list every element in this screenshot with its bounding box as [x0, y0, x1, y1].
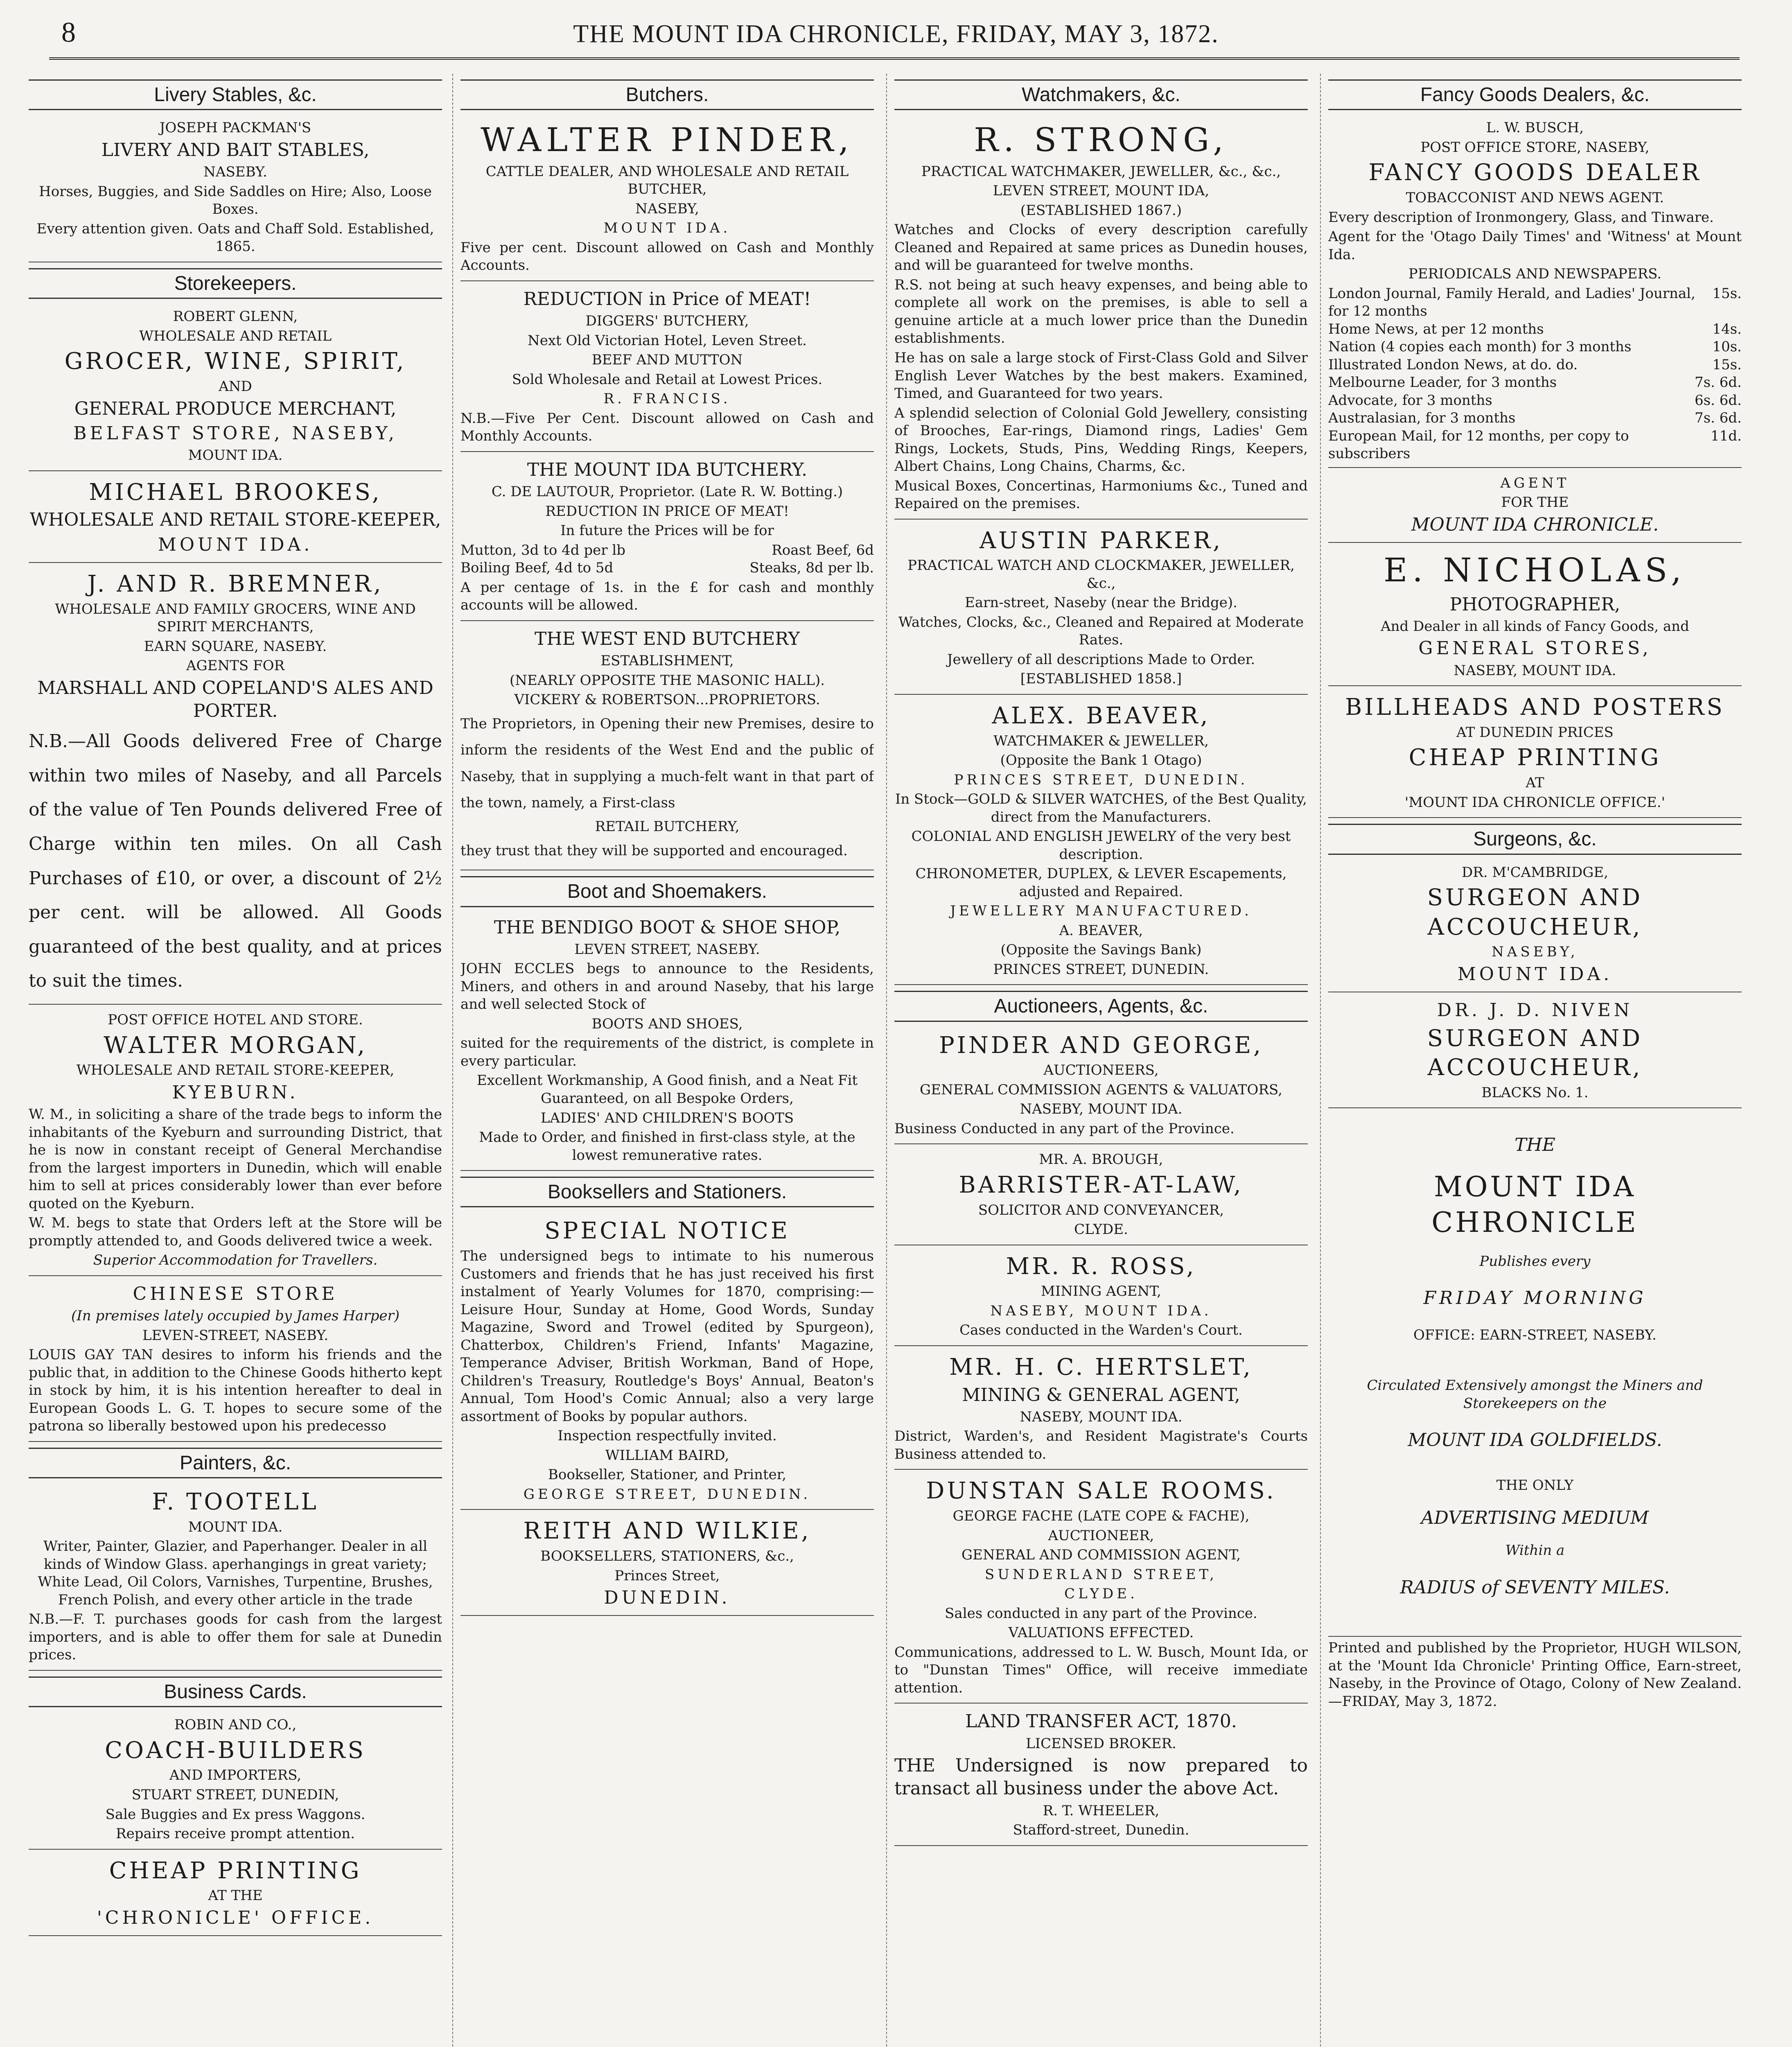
- advert-beaver: [894, 697, 1308, 985]
- advert-body: CHRONOMETER, DUPLEX, & LEVER Escapements, adjusted and Repaired.: [915, 865, 1287, 900]
- advert-line: Next Old Victorian Hotel, Leven Street.: [528, 332, 807, 349]
- advert-signature: R. T. WHEELER,: [1043, 1802, 1160, 1819]
- advert-bendigo: [460, 912, 874, 1171]
- advert-headline: WALTER PINDER,: [481, 121, 854, 159]
- advert-headline: REDUCTION in Price of MEAT!: [523, 288, 811, 310]
- advert-line: PRINCES STREET, DUNEDIN.: [993, 961, 1209, 978]
- advert-line: AND: [219, 378, 252, 395]
- rate-row: [1328, 409, 1742, 427]
- rate-row: [1328, 321, 1742, 339]
- advert-body: COLONIAL AND ENGLISH JEWELRY of the very best description.: [911, 828, 1291, 863]
- advert-line: C. DE LAUTOUR, Proprietor. (Late R. W. Botting.): [491, 484, 843, 500]
- rate-name: European Mail, for 12 months, per copy to subscribers: [1328, 427, 1629, 462]
- advert-line: MOUNT IDA.: [1457, 963, 1613, 985]
- advert-body: Made to Order, and finished in first-class style, at the lowest remunerative rates.: [479, 1129, 855, 1164]
- advert-line: GEORGE STREET, DUNEDIN.: [523, 1486, 811, 1502]
- advert-line: AT: [1526, 775, 1544, 791]
- rate-name: Australasian, for 3 months: [1328, 410, 1516, 427]
- advert-line: PRINCES STREET, DUNEDIN.: [954, 771, 1248, 788]
- advert-headline: REITH AND WILKIE,: [523, 1518, 811, 1545]
- advert-line: GENERAL PRODUCE MERCHANT,: [74, 398, 397, 419]
- rate-row: [1328, 338, 1742, 356]
- advert-body: In Stock—GOLD & SILVER WATCHES, of the Best Quality, direct from the Manufacturers.: [895, 791, 1307, 825]
- advert-body: Circulated Extensively amongst the Miners and Storekeepers on the: [1367, 1377, 1703, 1412]
- advert-headline: MOUNT IDA CHRONICLE: [1431, 1170, 1639, 1239]
- advert-headline: COACH-BUILDERS: [105, 1737, 366, 1764]
- advert-line: KYEBURN.: [172, 1082, 299, 1103]
- advert-line: WHOLESALE AND RETAIL: [139, 328, 332, 344]
- advert-headline: BILLHEADS AND POSTERS: [1345, 694, 1725, 721]
- advert-body: Business Conducted in any part of the Province.: [894, 1120, 1235, 1137]
- rate-price: 15s.: [1712, 285, 1742, 302]
- rate-price: 7s. 6d.: [1695, 374, 1742, 391]
- advert-body: they trust that they will be supported and encouraged.: [460, 842, 848, 859]
- advert-body: N.B.—Five Per Cent. Discount allowed on Cash and Monthly Accounts.: [460, 410, 874, 445]
- advert-line: BOOKSELLERS, STATIONERS, &c.,: [540, 1548, 794, 1565]
- advert-special-notice: [460, 1212, 874, 1510]
- advert-line: MOUNT IDA.: [603, 220, 731, 237]
- rate-row: [1328, 392, 1742, 410]
- advert-line: (Opposite the Bank 1 Otago): [1000, 752, 1202, 769]
- advert-line: CLYDE.: [1064, 1586, 1138, 1602]
- advert-tootell: [29, 1483, 442, 1671]
- advert-line: SUNDERLAND STREET,: [984, 1566, 1218, 1583]
- rate-price: 15s.: [1712, 356, 1742, 373]
- advert-headline: THE WEST END BUTCHERY: [534, 628, 800, 649]
- advert-place: NASEBY.: [203, 164, 267, 181]
- advert-mount-ida-butchery: [460, 454, 874, 621]
- advert-body: LOUIS GAY TAN desires to inform his friends and the public that, in addition to the Chinese Goods hitherto kept in stock by him, it is his intention hereafter to deal in European Goods L. G. T. hopes to secure some of the patrona so liberally bestowed upon his predecesso: [29, 1347, 442, 1435]
- advert-headline: WALTER MORGAN,: [104, 1032, 367, 1059]
- rate-price: 11d.: [1711, 427, 1742, 444]
- advert-line: POST OFFICE HOTEL AND STORE.: [108, 1012, 363, 1028]
- advert-body: JOHN ECCLES begs to announce to the Residents, Miners, and others in and around Naseby, that his large and well selected Stock of: [460, 960, 874, 1013]
- advert-name: JOSEPH PACKMAN'S: [159, 120, 311, 136]
- advert-line: MOUNT IDA.: [188, 447, 283, 464]
- advert-line: AGENT: [1500, 474, 1570, 491]
- advert-headline: CHINESE STORE: [133, 1283, 338, 1304]
- advert-line: (In premises lately occupied by James Harper): [71, 1308, 399, 1324]
- advert-line: DUNEDIN.: [604, 1587, 731, 1609]
- advert-line: REDUCTION IN PRICE OF MEAT!: [545, 503, 789, 520]
- advert-body: Cases conducted in the Warden's Court.: [959, 1322, 1243, 1339]
- advert-mount-ida-chronicle: [1328, 1111, 1742, 1637]
- price-item: Mutton, 3d to 4d per lb: [460, 542, 625, 558]
- price-item: Roast Beef, 6d: [772, 542, 874, 558]
- rate-row: [1328, 427, 1742, 463]
- section-heading: Surgeons, &c.: [1328, 824, 1742, 854]
- advert-body: W. M. begs to state that Orders left at the Store will be promptly attended to, and Goods delivered twice a week.: [29, 1215, 442, 1249]
- advert-body: Agent for the 'Otago Daily Times' and 'Witness' at Mount Ida.: [1328, 228, 1742, 263]
- advert-line: MARSHALL AND COPELAND'S ALES AND PORTER.: [37, 677, 433, 721]
- section-heading: Watchmakers, &c.: [894, 79, 1308, 110]
- advert-name: GEORGE FACHE (LATE COPE & FACHE),: [952, 1508, 1250, 1525]
- section-heading: Boot and Shoemakers.: [460, 876, 874, 907]
- column-1: [29, 74, 442, 2047]
- advert-line: (Opposite the Savings Bank): [1000, 942, 1202, 958]
- advert-headline: SURGEON AND ACCOUCHEUR,: [1427, 884, 1643, 940]
- advert-body: R.S. not being at such heavy expenses, and being able to complete all work on the premises, is able to sell a genuine article at a much lower price than the Dunedin establishments.: [894, 276, 1308, 347]
- advert-headline: CHEAP PRINTING: [1408, 744, 1661, 771]
- top-rule: [49, 57, 1740, 60]
- advert-line: AND IMPORTERS,: [169, 1767, 302, 1784]
- column-divider: [886, 74, 887, 2047]
- column-4: [1328, 74, 1742, 2047]
- advert-line: LEVEN-STREET, NASEBY.: [142, 1327, 329, 1344]
- advert-headline: ALEX. BEAVER,: [992, 702, 1210, 729]
- advert-line: Inspection respectfully invited.: [557, 1428, 777, 1444]
- advert-place: MOUNT IDA.: [188, 1518, 283, 1535]
- advert-pinder-butcher: [460, 115, 874, 281]
- advert-line: VICKERY & ROBERTSON...PROPRIETORS.: [514, 691, 820, 708]
- advert-line: WATCHMAKER & JEWELLER,: [993, 732, 1209, 749]
- advert-line: LEVEN STREET, MOUNT IDA,: [993, 183, 1210, 199]
- advert-body: Communications, addressed to L. W. Busch, Mount Ida, or to "Dunstan Times" Office, will receive immediate attention.: [894, 1644, 1308, 1696]
- advert-signature: R. FRANCIS.: [603, 391, 731, 407]
- advert-line: 'MOUNT IDA CHRONICLE OFFICE.': [1405, 794, 1665, 811]
- advert-line: THE: [1514, 1134, 1555, 1156]
- advert-body: Writer, Painter, Glazier, and Paperhanger. Dealer in all kinds of Window Glass. aperhangings in great variety; White Lead, Oil Colors, Varnishes, Turpentine, Brushes, French Polish, and every other article in the trade: [38, 1538, 433, 1608]
- advert-body: Sales conducted in any part of the Province.: [945, 1605, 1257, 1622]
- advert-line: WHOLESALE AND RETAIL STORE-KEEPER,: [76, 1062, 395, 1079]
- advert-line: BLACKS No. 1.: [1481, 1084, 1589, 1101]
- advert-agent: [1328, 470, 1742, 543]
- rate-price: 14s.: [1712, 321, 1742, 337]
- advert-line: BEEF AND MUTTON: [591, 352, 743, 368]
- advert-line: AT THE: [208, 1887, 263, 1904]
- section-heading: Painters, &c.: [29, 1448, 442, 1478]
- advert-name: MR. A. BROUGH,: [1039, 1151, 1163, 1168]
- advert-line: FOR THE: [1501, 494, 1569, 511]
- price-row: [460, 542, 874, 560]
- advert-line: NASEBY, MOUNT IDA.: [1020, 1408, 1183, 1425]
- advert-body: Every description of Ironmongery, Glass, and Tinware.: [1328, 209, 1714, 226]
- column-divider: [1320, 74, 1321, 2047]
- advert-headline: PINDER AND GEORGE,: [939, 1032, 1263, 1059]
- advert-mccambridge: [1328, 860, 1742, 993]
- advert-line: MINING AGENT,: [1041, 1283, 1161, 1300]
- advert-body: Excellent Workmanship, A Good finish, and a Neat Fit Guaranteed, on all Bespoke Orders,: [476, 1072, 858, 1107]
- advert-ross: [894, 1248, 1308, 1346]
- rate-price: 10s.: [1712, 339, 1742, 355]
- rate-name: London Journal, Family Herald, and Ladies' Journal, for 12 months: [1328, 285, 1695, 320]
- advert-dunstan: [894, 1472, 1308, 1704]
- advert-line: AUCTIONEER,: [1048, 1527, 1154, 1544]
- advert-headline: MR. R. ROSS,: [1006, 1253, 1196, 1280]
- advert-line: MOUNT IDA GOLDFIELDS.: [1408, 1430, 1662, 1451]
- advert-brookes: [29, 474, 442, 563]
- advert-line: LEVEN STREET, NASEBY.: [574, 941, 760, 958]
- section-heading: Auctioneers, Agents, &c.: [894, 991, 1308, 1021]
- advert-headline: THE BENDIGO BOOT & SHOE SHOP,: [494, 917, 841, 938]
- advert-name: DIGGERS' BUTCHERY,: [585, 313, 749, 330]
- advert-headline: J. AND R. BREMNER,: [87, 570, 384, 597]
- advert-body: Watches, Clocks, &c., Cleaned and Repaired at Moderate Rates.: [898, 614, 1304, 648]
- advert-line: VALUATIONS EFFECTED.: [1008, 1624, 1194, 1641]
- advert-line: PERIODICALS AND NEWSPAPERS.: [1408, 266, 1662, 282]
- advert-line: PHOTOGRAPHER,: [1449, 594, 1620, 615]
- rate-list: [1328, 285, 1742, 463]
- advert-reith-wilkie: [460, 1512, 874, 1616]
- column-2: [460, 74, 874, 2047]
- rate-name: Advocate, for 3 months: [1328, 392, 1492, 409]
- advert-body: suited for the requirements of the district, is complete in every particular.: [460, 1035, 874, 1069]
- advert-line: AUCTIONEERS,: [1043, 1062, 1159, 1079]
- page-title: THE MOUNT IDA CHRONICLE, FRIDAY, MAY 3, 1872.: [573, 20, 1219, 48]
- rate-name: Home News, at per 12 months: [1328, 321, 1544, 337]
- advert-line: BOOTS AND SHOES,: [591, 1015, 743, 1032]
- advert-line: NASEBY, MOUNT IDA.: [1020, 1101, 1183, 1118]
- advert-busch: [1328, 115, 1742, 468]
- advert-line: Publishes every: [1479, 1253, 1591, 1270]
- advert-line: Within a: [1505, 1542, 1565, 1559]
- advert-headline: AUSTIN PARKER,: [979, 527, 1223, 554]
- price-item: Boiling Beef, 4d to 5d: [460, 560, 614, 576]
- advert-line: In future the Prices will be for: [560, 522, 774, 539]
- rate-name: Melbourne Leader, for 3 months: [1328, 374, 1557, 391]
- advert-line: 'CHRONICLE' OFFICE.: [97, 1907, 374, 1928]
- advert-body: The Proprietors, in Opening their new Premises, desire to inform the residents of the West End and the public of Naseby, that in supplying a much-felt want in that part of the town, namely, a First-class: [460, 715, 874, 811]
- advert-line: GENERAL AND COMMISSION AGENT,: [961, 1547, 1241, 1563]
- advert-line: ESTABLISHMENT,: [600, 653, 734, 669]
- advert-line: POST OFFICE STORE, NASEBY,: [1420, 139, 1650, 156]
- advert-body: A per centage of 1s. in the £ for cash and monthly accounts will be allowed.: [460, 579, 874, 614]
- advert-chinese-store: [29, 1279, 442, 1442]
- advert-body: He has on sale a large stock of First-Class Gold and Silver English Lever Watches by the best makers. Examined, Timed, and Guaranteed for two years.: [894, 349, 1308, 402]
- advert-billheads: [1328, 689, 1742, 818]
- advert-headline: SPECIAL NOTICE: [544, 1218, 790, 1245]
- advert-line: MINING & GENERAL AGENT,: [962, 1384, 1240, 1405]
- advert-line: AGENTS FOR: [186, 657, 285, 674]
- advert-line: NASEBY,: [1492, 944, 1578, 960]
- section-heading: Business Cards.: [29, 1676, 442, 1707]
- advert-packman: [29, 115, 442, 262]
- imprint: Printed and published by the Proprietor, HUGH WILSON, at the 'Mount Ida Chronicle' Printing Office, Earn-street, Naseby, in the Province of Otago, Colony of New Zealand. —FRIDAY, May 3, 1872.: [1328, 1640, 1742, 1710]
- advert-line: NASEBY, MOUNT IDA.: [990, 1302, 1212, 1319]
- price-item: Steaks, 8d per lb.: [749, 560, 874, 576]
- advert-line: NASEBY,: [635, 200, 699, 217]
- advert-headline: FANCY GOODS DEALER: [1368, 159, 1702, 186]
- advert-line: Princes Street,: [614, 1567, 720, 1584]
- rate-price: 7s. 6d.: [1695, 410, 1742, 427]
- advert-line: THE ONLY: [1496, 1477, 1574, 1493]
- rate-name: Illustrated London News, at do. do.: [1328, 356, 1578, 373]
- rate-row: [1328, 285, 1742, 321]
- advert-headline: LIVERY AND BAIT STABLES,: [101, 139, 370, 160]
- column-3: [894, 74, 1308, 2047]
- section-heading: Butchers.: [460, 79, 874, 110]
- advert-body: Five per cent. Discount allowed on Cash and Monthly Accounts.: [460, 239, 874, 274]
- column-divider: [452, 74, 453, 2047]
- price-row: [460, 559, 874, 577]
- advert-body: Sale Buggies and Ex press Waggons.: [105, 1806, 366, 1823]
- advert-brough: [894, 1147, 1308, 1245]
- advert-line: CATTLE DEALER, AND WHOLESALE AND RETAIL BUTCHER,: [485, 163, 849, 198]
- advert-line: LICENSED BROKER.: [1026, 1735, 1176, 1752]
- advert-headline: MR. H. C. HERTSLET,: [949, 1353, 1253, 1380]
- advert-line: CLYDE.: [1074, 1221, 1128, 1238]
- advert-morgan: [29, 1007, 442, 1276]
- advert-strong: [894, 115, 1308, 519]
- advert-diggers-butchery: [460, 284, 874, 452]
- advert-tagline: Superior Accommodation for Travellers.: [93, 1252, 378, 1269]
- advert-body: THE Undersigned is now prepared to transact all business under the above Act.: [894, 1755, 1308, 1799]
- advert-line: Stafford-street, Dunedin.: [1013, 1822, 1189, 1839]
- advert-headline: R. STRONG,: [974, 121, 1228, 159]
- advert-bremner: [29, 565, 442, 1005]
- advert-name: ROBERT GLENN,: [173, 308, 298, 325]
- advert-body: Repairs receive prompt attention.: [116, 1826, 355, 1842]
- rate-row: [1328, 374, 1742, 392]
- advert-line: GENERAL STORES,: [1418, 638, 1652, 659]
- advert-line: AT DUNEDIN PRICES: [1456, 724, 1614, 741]
- advert-west-end-butchery: [460, 624, 874, 870]
- advert-glenn: [29, 304, 442, 471]
- advert-line: NASEBY, MOUNT IDA.: [1453, 662, 1616, 679]
- advert-line: FRIDAY MORNING: [1423, 1288, 1647, 1309]
- advert-parker: [894, 522, 1308, 695]
- advert-headline: DUNSTAN SALE ROOMS.: [926, 1478, 1276, 1505]
- advert-signature: A. BEAVER,: [1059, 922, 1143, 939]
- advert-body: N.B.—All Goods delivered Free of Charge within two miles of Naseby, and all Parcels of the value of Ten Pounds delivered Free of Charge within ten miles. On all Cash Purchases of £10, or over, a discount of 2½ per cent. will be allowed. All Goods guaranteed of the best quality, and at prices to suit the times.: [29, 731, 442, 992]
- advert-name: ROBIN AND CO.,: [174, 1717, 297, 1733]
- advert-line: Bookseller, Stationer, and Printer,: [548, 1466, 787, 1483]
- advert-line: [ESTABLISHED 1858.]: [1020, 671, 1182, 687]
- advert-line: RETAIL BUTCHERY,: [595, 818, 740, 835]
- advert-line: SOLICITOR AND CONVEYANCER,: [978, 1202, 1224, 1218]
- section-heading: Booksellers and Stationers.: [460, 1177, 874, 1207]
- advert-robin: [29, 1712, 442, 1849]
- advert-body: Every attention given. Oats and Chaff Sold. Established, 1865.: [36, 220, 434, 255]
- advert-line: WHOLESALE AND FAMILY GROCERS, WINE AND SPIRIT MERCHANTS,: [55, 601, 416, 635]
- advert-body: District, Warden's, and Resident Magistrate's Courts Business attended to.: [894, 1428, 1308, 1462]
- rate-name: Nation (4 copies each month) for 3 months: [1328, 339, 1632, 355]
- advert-line: (ESTABLISHED 1867.): [1020, 202, 1182, 219]
- advert-line: BELFAST STORE, NASEBY,: [73, 423, 397, 444]
- advert-line: JEWELLERY MANUFACTURED.: [950, 903, 1252, 920]
- advert-line: OFFICE: EARN-STREET, NASEBY.: [1413, 1326, 1657, 1343]
- advert-body: And Dealer in all kinds of Fancy Goods, and: [1381, 618, 1689, 635]
- advert-niven: [1328, 995, 1742, 1108]
- advert-body: A splendid selection of Colonial Gold Jewellery, consisting of Brooches, Ear-rings, Diamond rings, Ladies' Gem Rings, Lockets, Studs, Pins, Wedding Rings, Keepers, Albert Chains, Long Chains, Charms, &c.: [894, 404, 1308, 475]
- advert-headline: LAND TRANSFER ACT, 1870.: [965, 1711, 1237, 1732]
- advert-line: MOUNT IDA.: [158, 534, 313, 555]
- advert-line: ADVERTISING MEDIUM: [1421, 1507, 1649, 1529]
- advert-body: N.B.—F. T. purchases goods for cash from the largest importers, and is able to offer them for sale at Dunedin prices.: [29, 1611, 442, 1663]
- advert-line: GENERAL COMMISSION AGENTS & VALUATORS,: [920, 1081, 1282, 1098]
- advert-body: Jewellery of all descriptions Made to Order.: [947, 651, 1255, 668]
- advert-body: Sold Wholesale and Retail at Lowest Prices.: [512, 371, 823, 388]
- advert-nicholas: [1328, 545, 1742, 686]
- advert-hertslet: [894, 1349, 1308, 1470]
- advert-name: DR. M'CAMBRIDGE,: [1461, 864, 1609, 881]
- advert-line: (NEARLY OPPOSITE THE MASONIC HALL).: [509, 672, 825, 689]
- advert-line: LADIES' AND CHILDREN'S BOOTS: [540, 1109, 794, 1126]
- advert-line: MOUNT IDA CHRONICLE.: [1411, 514, 1659, 535]
- advert-line: Earn-street, Naseby (near the Bridge).: [965, 594, 1237, 611]
- section-heading: Fancy Goods Dealers, &c.: [1328, 79, 1742, 110]
- rate-row: [1328, 356, 1742, 374]
- advert-headline: SURGEON AND ACCOUCHEUR,: [1427, 1025, 1643, 1081]
- advert-land-transfer: [894, 1706, 1308, 1846]
- advert-headline: BARRISTER-AT-LAW,: [959, 1171, 1244, 1198]
- advert-body: W. M., in soliciting a share of the trade begs to inform the inhabitants of the Kyeburn and surrounding District, that he is now in constant receipt of General Merchandise from the largest importers in Dunedin, which will enable him to sell at prices considerably lower than ever before quoted on the Kyeburn.: [29, 1106, 442, 1212]
- advert-line: WHOLESALE AND RETAIL STORE-KEEPER,: [29, 509, 441, 531]
- advert-headline: CHEAP PRINTING: [109, 1857, 362, 1884]
- advert-body: Watches and Clocks of every description carefully Cleaned and Repaired at same prices as Dunedin houses, and will be guaranteed for twelve months.: [894, 221, 1308, 274]
- page-number: 8: [61, 17, 76, 48]
- advert-line: STUART STREET, DUNEDIN,: [131, 1787, 339, 1803]
- advert-headline: GROCER, WINE, SPIRIT,: [64, 348, 406, 375]
- advert-pinder-george: [894, 1027, 1308, 1145]
- advert-body: The undersigned begs to intimate to his numerous Customers and friends that he has just received his first instalment of Yearly Volumes for 1870, comprising:—Leisure Hour, Sunday at Home, Good Words, Sunday Magazine, Sword and Trowel (edited by Spurgeon), Chatterbox, Children's Friend, Infants' Magazine, Temperance Adviser, British Workman, Band of Hope, Children's Treasury, Routledge's Boys' Annual, Beaton's Annual, Tom Hood's Comic Annual; also a very large assortment of Books by popular authors.: [460, 1248, 874, 1425]
- advert-headline: F. TOOTELL: [152, 1489, 319, 1516]
- section-heading: Livery Stables, &c.: [29, 79, 442, 110]
- advert-headline: THE MOUNT IDA BUTCHERY.: [527, 459, 808, 480]
- advert-line: TOBACCONIST AND NEWS AGENT.: [1406, 190, 1664, 206]
- advert-line: EARN SQUARE, NASEBY.: [144, 638, 327, 655]
- advert-name: L. W. BUSCH,: [1486, 120, 1584, 136]
- advert-name: WILLIAM BAIRD,: [605, 1447, 729, 1464]
- section-heading: Storekeepers.: [29, 268, 442, 299]
- advert-line: PRACTICAL WATCHMAKER, JEWELLER, &c., &c.,: [921, 163, 1281, 180]
- advert-headline: MICHAEL BROOKES,: [89, 479, 382, 506]
- advert-line: PRACTICAL WATCH AND CLOCKMAKER, JEWELLER, &c.,: [907, 557, 1295, 592]
- advert-cheap-printing: [29, 1852, 442, 1936]
- advert-body: Musical Boxes, Concertinas, Harmoniums &c., Tuned and Repaired on the premises.: [894, 477, 1308, 512]
- advert-line: RADIUS of SEVENTY MILES.: [1400, 1577, 1670, 1598]
- advert-body: Horses, Buggies, and Side Saddles on Hire; Also, Loose Boxes.: [39, 183, 432, 218]
- rate-price: 6s. 6d.: [1695, 392, 1742, 409]
- advert-name: DR. J. D. NIVEN: [1437, 1000, 1633, 1021]
- advert-headline: E. NICHOLAS,: [1383, 551, 1686, 590]
